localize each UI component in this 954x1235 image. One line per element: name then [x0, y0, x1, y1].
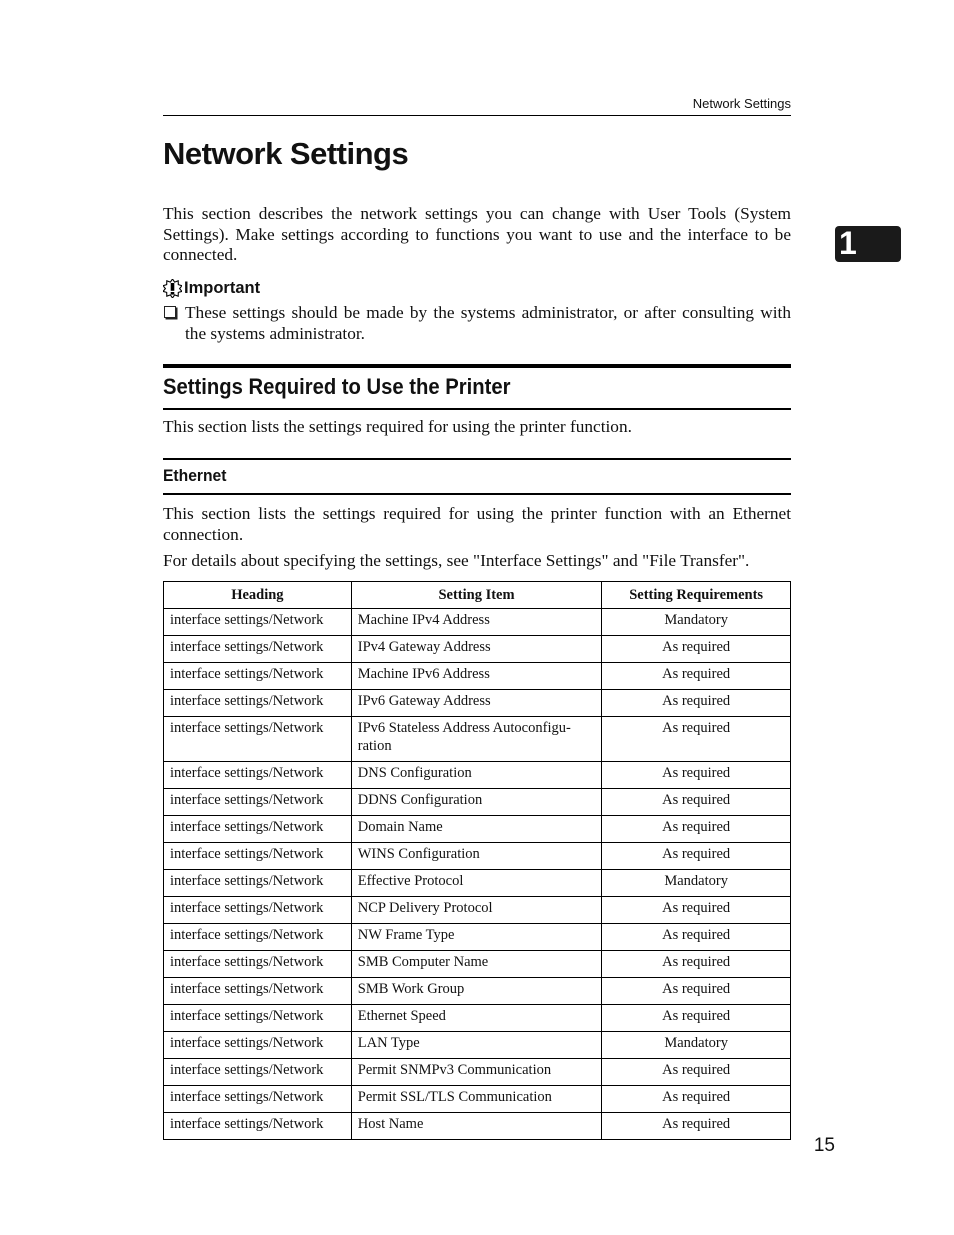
table-row — [164, 951, 791, 978]
table-row — [164, 609, 791, 636]
heading-cell: interface settings/Network — [164, 762, 352, 789]
heading-cell: interface settings/Network — [164, 609, 352, 636]
heading-cell: interface settings/Network — [164, 636, 352, 663]
table-row — [164, 1113, 791, 1140]
table-row — [164, 843, 791, 870]
setting-item-cell: WINS Configuration — [351, 843, 602, 870]
requirement-cell: As required — [602, 663, 791, 690]
settings-table — [163, 581, 791, 1140]
table-row — [164, 897, 791, 924]
requirement-cell: As required — [602, 636, 791, 663]
setting-item-cell: Effective Protocol — [351, 870, 602, 897]
requirement-cell: As required — [602, 690, 791, 717]
table-row — [164, 978, 791, 1005]
requirement-cell: Mandatory — [602, 870, 791, 897]
section-top-rule — [163, 364, 791, 368]
table-row — [164, 762, 791, 789]
setting-item-cell: Host Name — [351, 1113, 602, 1140]
setting-item-cell: Machine IPv6 Address — [351, 663, 602, 690]
table-row — [164, 1086, 791, 1113]
requirement-cell: As required — [602, 897, 791, 924]
page-title: Network Settings — [163, 136, 409, 171]
page-number: 15 — [813, 1135, 835, 1156]
heading-cell: interface settings/Network — [164, 1005, 352, 1032]
table-row — [164, 1032, 791, 1059]
column-header: Setting Requirements — [602, 582, 791, 609]
section-heading: Settings Required to Use the Printer — [163, 374, 511, 399]
setting-item-cell: Machine IPv4 Address — [351, 609, 602, 636]
setting-item-cell: NCP Delivery Protocol — [351, 897, 602, 924]
chapter-number: 1 — [839, 225, 857, 261]
requirement-cell: As required — [602, 978, 791, 1005]
requirement-cell: As required — [602, 816, 791, 843]
heading-cell: interface settings/Network — [164, 690, 352, 717]
requirement-cell: As required — [602, 924, 791, 951]
details-paragraph: For details about specifying the settings, see "Interface Settings" and "File Transfer". — [163, 551, 750, 570]
requirement-cell: As required — [602, 1005, 791, 1032]
table-header-row — [164, 582, 791, 609]
subsection-heading: Ethernet — [163, 466, 227, 485]
setting-item-cell: Permit SNMPv3 Communication — [351, 1059, 602, 1086]
section-bottom-rule — [163, 408, 791, 410]
table-row — [164, 924, 791, 951]
setting-item-cell: IPv6 Gateway Address — [351, 690, 602, 717]
heading-cell: interface settings/Network — [164, 897, 352, 924]
heading-cell: interface settings/Network — [164, 843, 352, 870]
ethernet-paragraph: This section lists the settings required for using the printer function with an Ethernet connection. — [163, 504, 791, 544]
column-header: Setting Item — [351, 582, 602, 609]
setting-item-cell: IPv6 Stateless Address Autoconfigu-ration — [351, 717, 602, 762]
requirement-cell: As required — [602, 1059, 791, 1086]
important-label: Important — [184, 279, 261, 297]
setting-item-cell: NW Frame Type — [351, 924, 602, 951]
table-row — [164, 663, 791, 690]
chapter-tab — [835, 226, 901, 262]
subsection-bottom-rule — [163, 493, 791, 495]
table-row — [164, 789, 791, 816]
setting-item-cell: IPv4 Gateway Address — [351, 636, 602, 663]
heading-cell: interface settings/Network — [164, 978, 352, 1005]
table-row — [164, 690, 791, 717]
heading-cell: interface settings/Network — [164, 1113, 352, 1140]
table-row — [164, 816, 791, 843]
setting-item-cell: Permit SSL/TLS Communication — [351, 1086, 602, 1113]
heading-cell: interface settings/Network — [164, 924, 352, 951]
setting-item-cell: Domain Name — [351, 816, 602, 843]
table-row — [164, 1005, 791, 1032]
important-bullet-text: These settings should be made by the systems administrator, or after consulting with the systems administrator. — [185, 303, 791, 343]
heading-cell: interface settings/Network — [164, 1032, 352, 1059]
intro-paragraph: This section describes the network settings you can change with User Tools (System Settings). Make settings according to functions you want to use and the interface to be connected. — [163, 204, 791, 264]
heading-cell: interface settings/Network — [164, 870, 352, 897]
section-paragraph: This section lists the settings required for using the printer function. — [163, 417, 632, 436]
heading-cell: interface settings/Network — [164, 1086, 352, 1113]
setting-item-cell: LAN Type — [351, 1032, 602, 1059]
heading-cell: interface settings/Network — [164, 663, 352, 690]
heading-cell: interface settings/Network — [164, 789, 352, 816]
column-header: Heading — [164, 582, 352, 609]
requirement-cell: As required — [602, 789, 791, 816]
running-head: Network Settings — [692, 96, 791, 111]
heading-cell: interface settings/Network — [164, 816, 352, 843]
requirement-cell: As required — [602, 1113, 791, 1140]
requirement-cell: As required — [602, 1086, 791, 1113]
requirement-cell: Mandatory — [602, 609, 791, 636]
requirement-cell: Mandatory — [602, 1032, 791, 1059]
setting-item-cell: DDNS Configuration — [351, 789, 602, 816]
important-heading — [163, 279, 260, 298]
table-row — [164, 1059, 791, 1086]
table-row — [164, 870, 791, 897]
table-row — [164, 717, 791, 762]
setting-item-cell: SMB Work Group — [351, 978, 602, 1005]
table-row — [164, 636, 791, 663]
heading-cell: interface settings/Network — [164, 1059, 352, 1086]
setting-item-cell: Ethernet Speed — [351, 1005, 602, 1032]
requirement-cell: As required — [602, 843, 791, 870]
header-rule — [163, 115, 791, 116]
checkbox-bullet-icon — [164, 306, 176, 318]
important-icon — [163, 279, 182, 298]
heading-cell: interface settings/Network — [164, 951, 352, 978]
requirement-cell: As required — [602, 717, 791, 762]
subsection-top-rule — [163, 458, 791, 460]
requirement-cell: As required — [602, 762, 791, 789]
setting-item-cell: SMB Computer Name — [351, 951, 602, 978]
setting-item-cell: DNS Configuration — [351, 762, 602, 789]
requirement-cell: As required — [602, 951, 791, 978]
heading-cell: interface settings/Network — [164, 717, 352, 762]
